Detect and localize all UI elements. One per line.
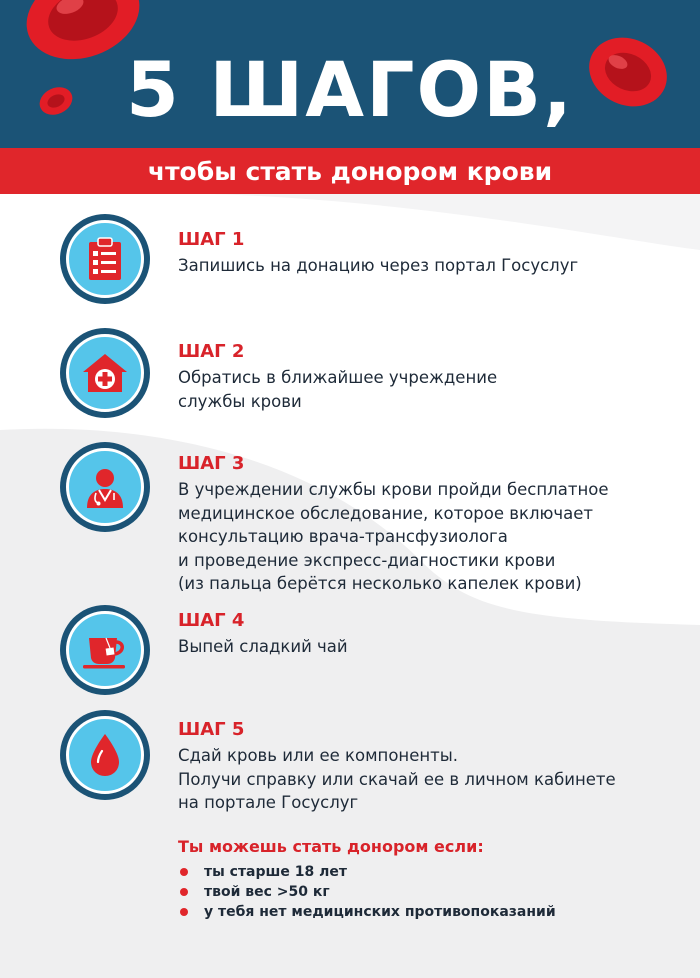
page-subtitle: чтобы стать донором крови <box>147 156 553 186</box>
step-3-text: В учреждении службы крови пройди бесплатное медицинское обследование, которое включает консультацию врача-трансфузиолога и проведение экспресс-диагностики крови (из пальца берётся несколько капелек крови) <box>178 480 609 593</box>
step-1-text: Запишись на донацию через портал Госуслуг <box>178 256 579 275</box>
subtitle-bar <box>0 148 700 194</box>
tea-cup-icon <box>80 630 130 670</box>
list-item <box>178 902 658 922</box>
step-5-icon-badge <box>60 710 150 800</box>
step-5-heading: ШАГ 5 <box>178 719 245 740</box>
bullet-icon <box>180 868 188 876</box>
header-banner <box>0 0 700 148</box>
blood-drop-icon <box>88 732 122 778</box>
eligibility-list <box>178 862 658 922</box>
clipboard-checklist-icon <box>85 237 125 281</box>
eligibility-item-weight: твой вес >50 кг <box>204 884 330 900</box>
step-4-icon-badge <box>60 605 150 695</box>
list-item <box>178 862 658 882</box>
eligibility-item-health: у тебя нет медицинских противопоказаний <box>204 904 556 920</box>
step-1-heading: ШАГ 1 <box>178 229 245 250</box>
bullet-icon <box>180 888 188 896</box>
step-2-heading: ШАГ 2 <box>178 341 245 362</box>
step-3-heading: ШАГ 3 <box>178 453 245 474</box>
bullet-icon <box>180 908 188 916</box>
step-2-text: Обратись в ближайшее учреждение службы крови <box>178 368 498 411</box>
page-title: 5 ШАГОВ, <box>126 45 574 134</box>
list-item <box>178 882 658 902</box>
step-3-icon-badge <box>60 442 150 532</box>
doctor-icon <box>82 464 128 510</box>
step-4-text: Выпей сладкий чай <box>178 637 348 656</box>
step-4-heading: ШАГ 4 <box>178 610 245 631</box>
eligibility-block <box>178 836 658 922</box>
step-2-icon-badge <box>60 328 150 418</box>
step-1-icon-badge <box>60 214 150 304</box>
hospital-cross-icon <box>81 352 129 394</box>
eligibility-heading: Ты можешь стать донором если: <box>178 837 484 856</box>
eligibility-item-age: ты старше 18 лет <box>204 864 347 880</box>
step-5-text: Сдай кровь или ее компоненты. Получи справку или скачай ее в личном кабинете на портале Госуслуг <box>178 746 616 812</box>
